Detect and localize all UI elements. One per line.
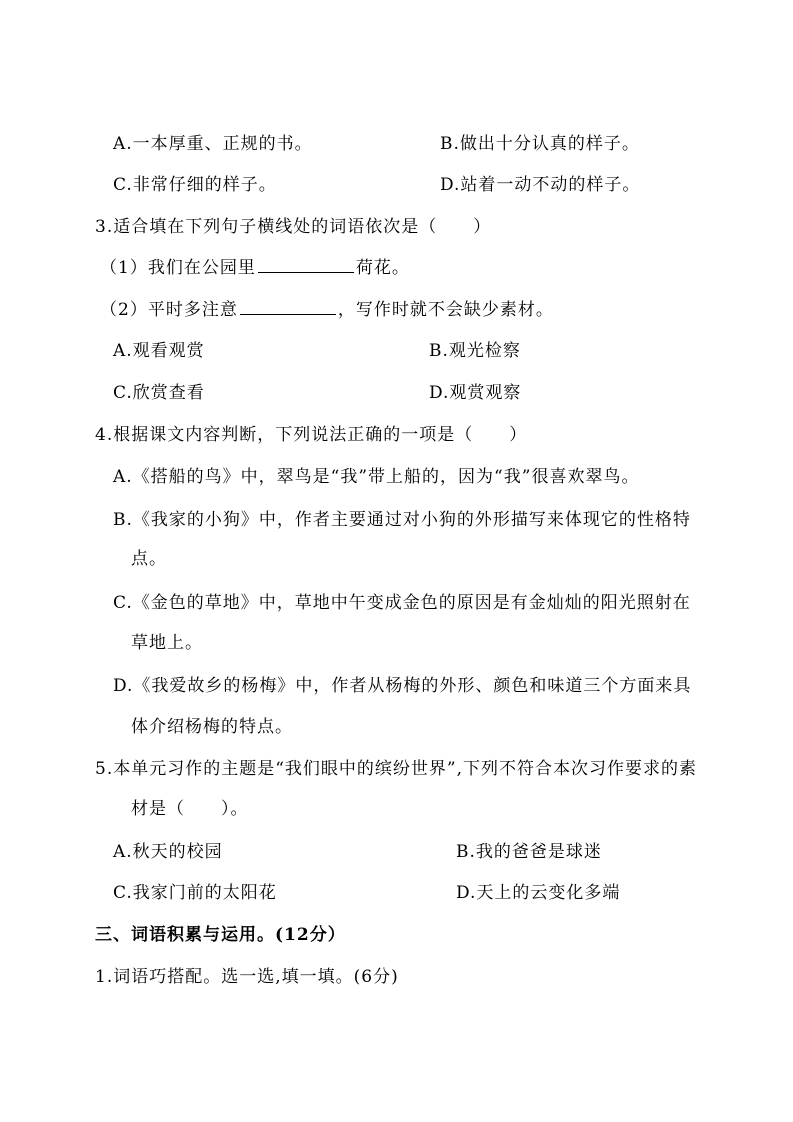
q2-option-a: A.一本厚重、正规的书。	[113, 134, 313, 154]
q3-s1-post: 荷花。	[355, 258, 410, 278]
q4-option-b-line2: 点。	[131, 549, 167, 569]
q4-option-c-line1: C.《金色的草地》中，草地中午变成金色的原因是有金灿灿的阳光照射在	[113, 593, 691, 613]
q3-s2-pre: （2）平时多注意	[100, 300, 238, 320]
q5-stem-line2: 材是（ ）。	[131, 799, 249, 819]
q2-option-d: D.站着一动不动的样子。	[440, 175, 641, 195]
q3-s1-pre: （1）我们在公园里	[100, 258, 256, 278]
q3-s2-post: ，写作时就不会缺少素材。	[337, 300, 554, 320]
section-3-title: 三、词语积累与运用。(12分）	[95, 925, 346, 945]
q4-stem: 4.根据课文内容判断，下列说法正确的一项是（ ）	[95, 425, 528, 445]
q5-option-c: C.我家门前的太阳花	[113, 883, 277, 903]
section-3-q1: 1.词语巧搭配。选一选,填一填。(6分)	[95, 967, 399, 987]
q3-option-a: A.观看观赏	[113, 341, 205, 361]
q2-option-c: C.非常仔细的样子。	[113, 175, 277, 195]
q5-stem-line1: 5.本单元习作的主题是“我们眼中的缤纷世界”,下列不符合本次习作要求的素	[95, 759, 698, 779]
q5-option-d: D.天上的云变化多端	[456, 883, 621, 903]
q3-blank-1	[258, 258, 354, 273]
q4-option-d-line1: D.《我爱故乡的杨梅》中，作者从杨梅的外形、颜色和味道三个方面来具	[113, 676, 692, 696]
q4-option-a: A.《搭船的鸟》中，翠鸟是“我”带上船的，因为“我”很喜欢翠鸟。	[113, 467, 640, 487]
q3-sentence-2	[100, 298, 554, 322]
q3-stem: 3.适合填在下列句子横线处的词语依次是（ ）	[95, 217, 492, 237]
q4-option-d-line2: 体介绍杨梅的特点。	[131, 717, 293, 737]
q4-option-c-line2: 草地上。	[131, 633, 203, 653]
q3-option-b: B.观光检察	[429, 341, 521, 361]
q3-option-c: C.欣赏查看	[113, 383, 205, 403]
q3-blank-2	[240, 300, 336, 315]
q5-option-b: B.我的爸爸是球迷	[456, 842, 602, 862]
q4-option-b-line1: B.《我家的小狗》中，作者主要通过对小狗的外形描写来体现它的性格特	[113, 510, 691, 530]
q3-option-d: D.观赏观察	[429, 383, 522, 403]
q3-sentence-1	[100, 256, 410, 280]
q2-option-b: B.做出十分认真的样子。	[440, 134, 640, 154]
q5-option-a: A.秋天的校园	[113, 842, 223, 862]
